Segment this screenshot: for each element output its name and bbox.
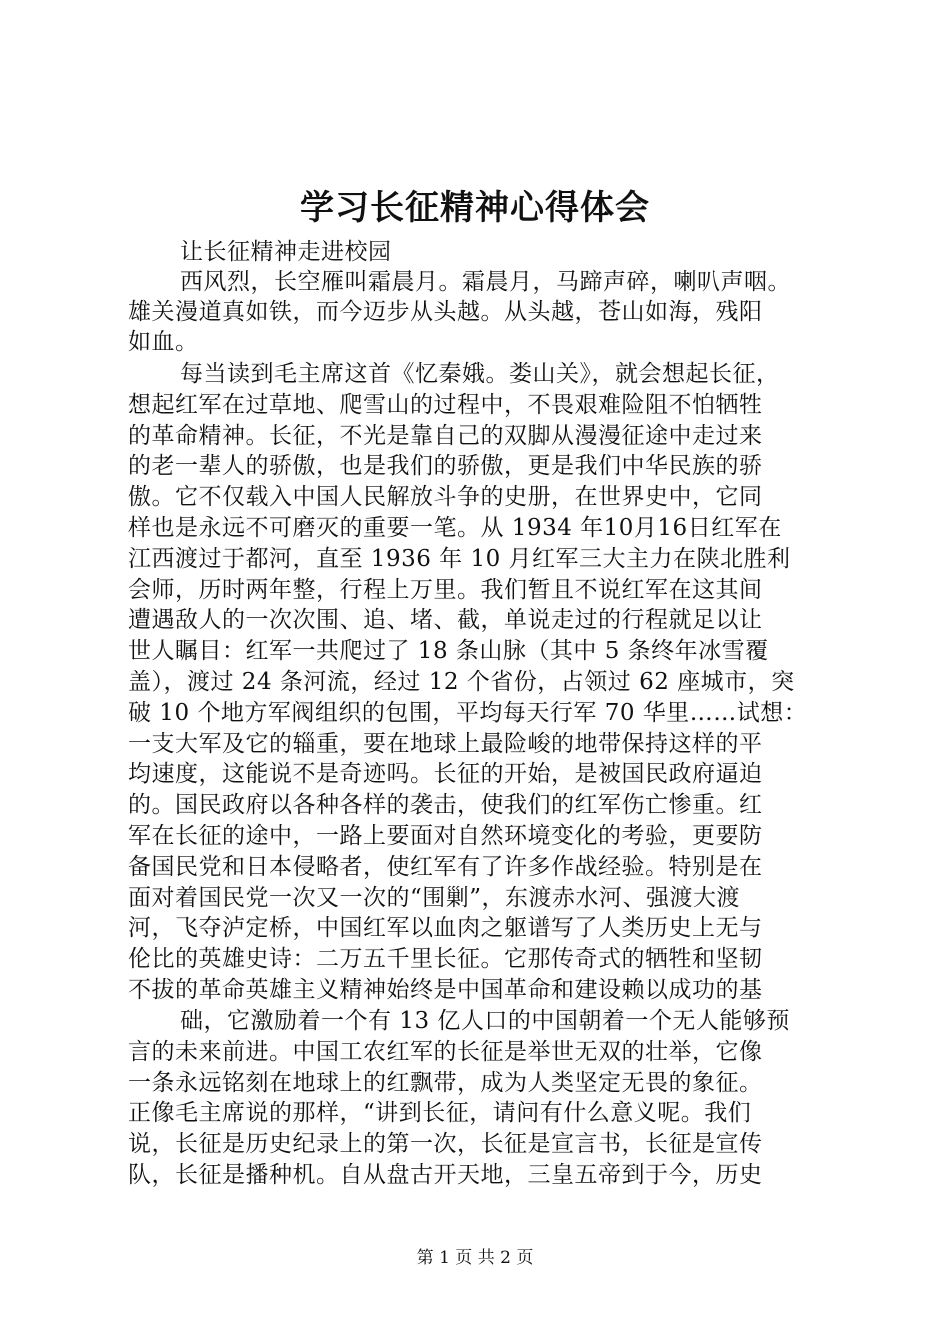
text-line: 的老一辈人的骄傲，也是我们的骄傲，更是我们中华民族的骄	[128, 453, 763, 479]
text-line: 盖），渡过 24 条河流，经过 12 个省份，占领过 62 座城市，突	[128, 669, 795, 695]
text-line: 江西渡过于都河，直至 1936 年 10 月红军三大主力在陕北胜利	[128, 546, 791, 572]
text-line: 想起红军在过草地、爬雪山的过程中，不畏艰难险阻不怕牺牲	[128, 392, 763, 418]
text-line: 备国民党和日本侵略者，使红军有了许多作战经验。特别是在	[128, 854, 763, 880]
text-line: 军在长征的途中，一路上要面对自然环境变化的考验，更要防	[128, 823, 763, 849]
text-line: 样也是永远不可磨灭的重要一笔。从 1934 年10月16日红军在	[128, 515, 782, 541]
text-line: 遭遇敌人的一次次围、追、堵、截，单说走过的行程就足以让	[128, 607, 763, 633]
text-line: 一支大军及它的辎重，要在地球上最险峻的地带保持这样的平	[128, 731, 763, 757]
text-line: 河，飞夺泸定桥，中国红军以血肉之躯谱写了人类历史上无与	[128, 915, 763, 941]
text-line: 说，长征是历史纪录上的第一次，长征是宣言书，长征是宣传	[128, 1131, 763, 1157]
text-line: 如血。	[128, 329, 199, 355]
text-line: 均速度，这能说不是奇迹吗。长征的开始，是被国民政府逼迫	[128, 761, 763, 787]
text-line: 伦比的英雄史诗：二万五千里长征。它那传奇式的牺牲和坚韧	[128, 946, 763, 972]
text-line: 雄关漫道真如铁，而今迈步从头越。从头越，苍山如海，残阳	[128, 299, 763, 325]
text-line: 言的未来前进。中国工农红军的长征是举世无双的壮举，它像	[128, 1039, 763, 1065]
text-line: 每当读到毛主席这首《忆秦娥。娄山关》，就会想起长征，	[180, 361, 780, 387]
text-line: 的。国民政府以各种各样的袭击，使我们的红军伤亡惨重。红	[128, 792, 763, 818]
text-line: 世人瞩目：红军一共爬过了 18 条山脉（其中 5 条终年冰雪覆	[128, 638, 769, 664]
text-line: 队，长征是播种机。自从盘古开天地，三皇五帝到于今，历史	[128, 1162, 763, 1188]
text-line: 会师，历时两年整，行程上万里。我们暂且不说红军在这其间	[128, 577, 763, 603]
text-line: 破 10 个地方军阀组织的包围，平均每天行军 70 华里……试想：	[128, 700, 808, 726]
page-footer: 第 1 页 共 2 页	[416, 1248, 534, 1268]
text-line: 正像毛主席说的那样，“讲到长征，请问有什么意义呢。我们	[128, 1100, 752, 1126]
text-line: 础，它激励着一个有 13 亿人口的中国朝着一个无人能够预	[180, 1008, 790, 1034]
text-line: 面对着国民党一次又一次的“围剿”，东渡赤水河、强渡大渡	[128, 885, 741, 911]
page-title: 学习长征精神心得体会	[300, 188, 650, 228]
text-line: 一条永远铭刻在地球上的红飘带，成为人类坚定无畏的象征。	[128, 1070, 763, 1096]
text-line: 的革命精神。长征，不光是靠自己的双脚从漫漫征途中走过来	[128, 423, 763, 449]
text-line: 西风烈，长空雁叫霜晨月。霜晨月，马蹄声碎，喇叭声咽。	[180, 269, 791, 295]
text-line: 不拔的革命英雄主义精神始终是中国革命和建设赖以成功的基	[128, 977, 763, 1003]
text-line: 傲。它不仅载入中国人民解放斗争的史册，在世界史中，它同	[128, 484, 763, 510]
text-line: 让长征精神走进校园	[180, 239, 392, 265]
